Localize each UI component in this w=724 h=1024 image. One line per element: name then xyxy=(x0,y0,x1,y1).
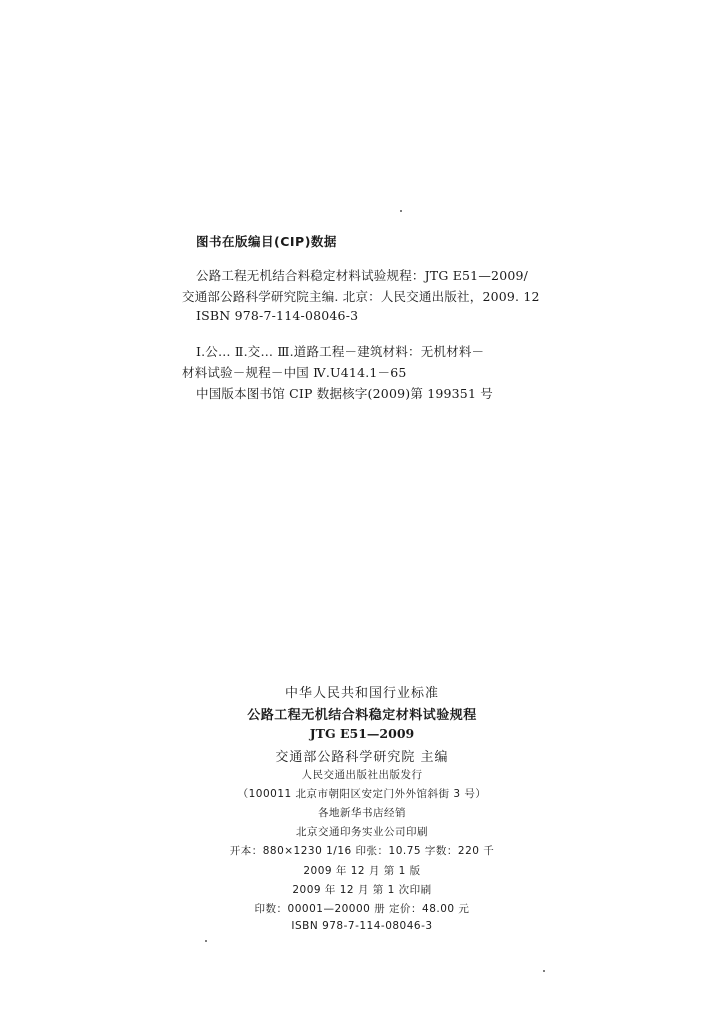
colophon-editor: 交通部公路科学研究院 主编 xyxy=(275,750,449,765)
colophon-isbn: ISBN 978-7-114-08046-3 xyxy=(291,920,433,932)
colophon-series-title: 中华人民共和国行业标准 xyxy=(284,686,439,701)
scan-speck xyxy=(400,210,402,212)
cip-line-3: ISBN 978-7-114-08046-3 xyxy=(196,308,359,323)
cip-line-6: 中国版本图书馆 CIP 数据核字(2009)第 199351 号 xyxy=(196,386,493,401)
colophon-standard-code: JTG E51—2009 xyxy=(309,726,415,741)
cip-heading: 图书在版编目(CIP)数据 xyxy=(196,234,337,249)
colophon-distributor: 各地新华书店经销 xyxy=(318,807,406,819)
scan-speck xyxy=(543,970,545,972)
scan-speck xyxy=(205,940,207,942)
cip-line-5: 材料试验－规程－中国 Ⅳ.U414.1－65 xyxy=(182,365,407,380)
colophon-edition: 2009 年 12 月 第 1 版 xyxy=(303,865,421,877)
cip-line-1: 公路工程无机结合料稳定材料试验规程：JTG E51—2009/ xyxy=(196,268,529,283)
cip-line-4: Ⅰ.公… Ⅱ.交… Ⅲ.道路工程－建筑材料：无机材料－ xyxy=(196,344,485,359)
colophon-address: （100011 北京市朝阳区安定门外外馆斜街 3 号） xyxy=(237,788,487,800)
colophon-publisher: 人民交通出版社出版发行 xyxy=(301,769,423,781)
colophon-format: 开本：880×1230 1/16 印张：10.75 字数：220 千 xyxy=(229,845,495,857)
cip-line-2: 交通部公路科学研究院主编. 北京：人民交通出版社，2009. 12 xyxy=(182,289,540,304)
colophon-print-run: 印数：00001—20000 册 定价：48.00 元 xyxy=(254,903,470,915)
colophon-printer: 北京交通印务实业公司印刷 xyxy=(296,826,428,838)
colophon-printing: 2009 年 12 月 第 1 次印刷 xyxy=(292,884,432,896)
colophon-book-title: 公路工程无机结合料稳定材料试验规程 xyxy=(247,708,477,723)
